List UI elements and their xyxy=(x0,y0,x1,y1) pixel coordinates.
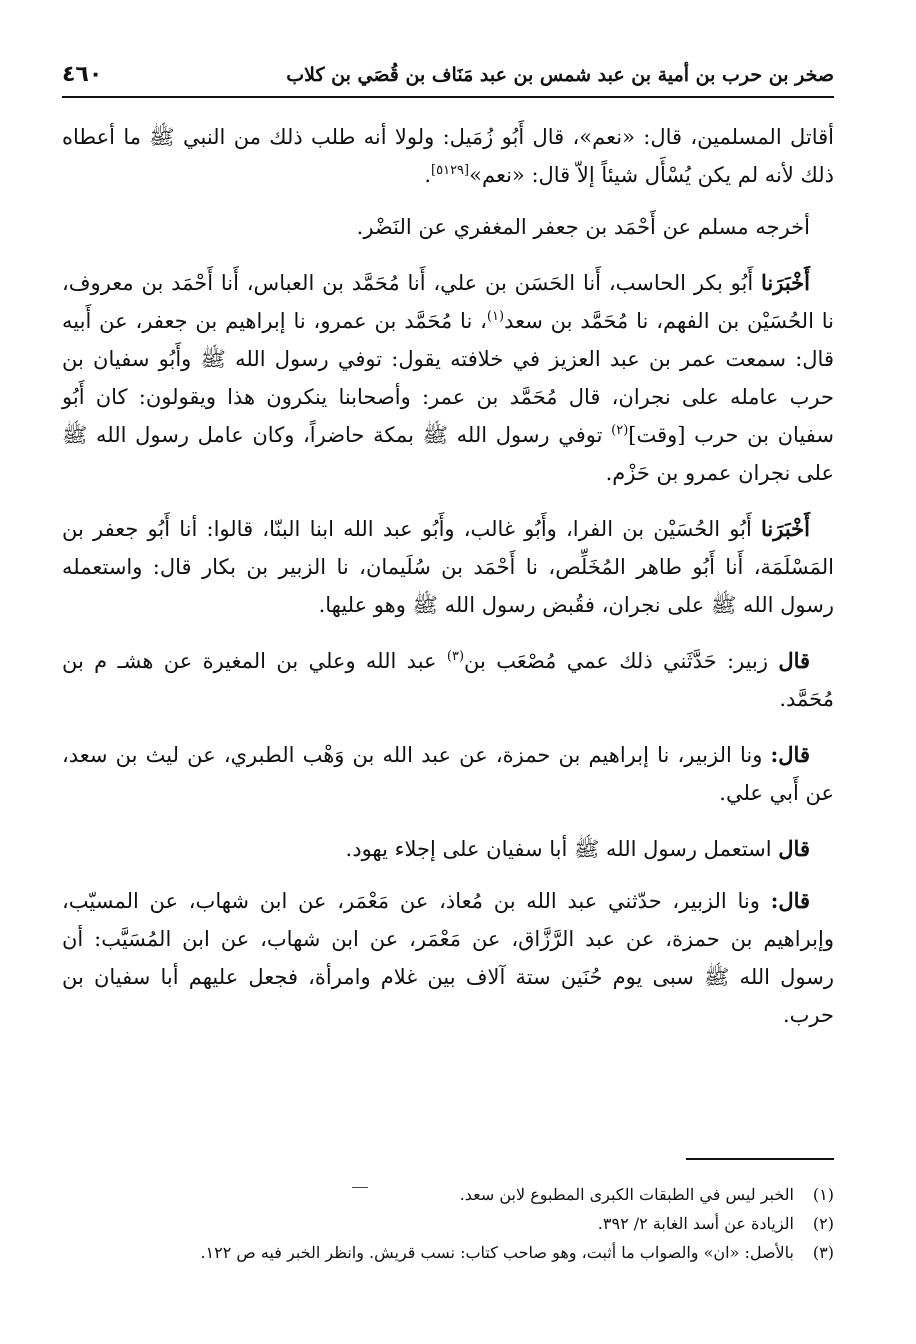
paragraph xyxy=(62,510,834,624)
paragraph-text: أخرجه مسلم عن أَحْمَد بن جعفر المغفري عن النَضْر. xyxy=(356,215,810,239)
running-title: صخر بن حرب بن أمية بن عبد شمس بن عبد مَنَاف بن قُصَي بن كلاب xyxy=(286,64,834,86)
paragraph-tail: ، نا مُحَمَّد بن عمرو، نا إبراهيم بن جعفر، عن أَبيه قال: سمعت عمر بن عبد العزيز في خلافته يقول: توفي رسول الله ﷺ وأَبُو سفيان بن حرب عامله على نجران، قال مُحَمَّد بن عمر: وأصحابنا ينكرون هذا ويقولون: كان أَبُو سفيان بن حرب [وقت] xyxy=(62,309,834,447)
paragraph-tail: . xyxy=(424,163,432,187)
main-text xyxy=(62,118,834,1052)
paragraph xyxy=(62,882,834,1034)
paragraph xyxy=(62,642,834,718)
paragraph-text: ونا الزبير، نا إبراهيم بن حمزة، عن عبد الله بن وَهْب الطبري، عن ليث بن سعد، عن أَبي علي. xyxy=(62,743,834,805)
footnote-number: (١) xyxy=(812,1185,834,1204)
running-header xyxy=(62,62,834,98)
paragraph-text: ونا الزبير، حدّثني عبد الله بن مُعاذ، عن مَعْمَر، عن ابن شهاب، عن المسيّب، وإبراهيم بن حمزة، عن عبد الرَّزَّاق، عن مَعْمَر، عن ابن شهاب، عن ابن المُسَيَّب: أن رسول الله ﷺ سبى يوم حُنَين ستة آلاف بين غلام وامرأة، فجعل عليهم أبا سفيان بن حرب. xyxy=(62,889,834,1027)
footnotes xyxy=(62,1180,834,1267)
paragraph xyxy=(62,208,834,246)
paragraph-lead: قال: xyxy=(770,742,810,767)
footnote-number: (٣) xyxy=(812,1243,834,1262)
footnote-separator xyxy=(686,1158,834,1160)
paragraph-lead: أَخْبَرَنا xyxy=(761,270,810,295)
note-ref: (٢) xyxy=(611,423,629,438)
paragraph-lead: أَخْبَرَنا xyxy=(761,516,810,541)
footnote xyxy=(62,1209,834,1238)
footnote-text: بالأصل: «ان» والصواب ما أثبت، وهو صاحب كتاب: نسب قريش. وانظر الخبر فيه ص ١٢٢. xyxy=(200,1243,794,1262)
footnote-number: (٢) xyxy=(812,1214,834,1233)
paragraph-text: أقاتل المسلمين، قال: «نعم»، قال أَبُو زُمَيل: ولولا أنه طلب ذلك من النبي ﷺ ما أعطاه ذلك لأنه لم يكن يُسْأَل شيئاً إلاّ قال: «نعم» xyxy=(62,125,834,187)
page-number: ٤٦٠ xyxy=(62,62,103,87)
paragraph-text: أَبُو بكر الحاسب، أَنا الحَسَن بن علي، أَنا مُحَمَّد بن العباس، أَنا أَحْمَد بن معروف، نا الحُسَيْن بن الفهم، نا مُحَمَّد بن سعد xyxy=(62,271,834,333)
note-ref: (٣) xyxy=(446,649,465,664)
footnote-text: الخبر ليس في الطبقات الكبرى المطبوع لابن سعد. xyxy=(459,1185,794,1204)
paragraph-text: زبير: حَدَّثَني ذلك عمي مُصْعَب بن xyxy=(464,649,768,673)
note-ref: (١) xyxy=(486,309,505,324)
footnote xyxy=(62,1180,834,1209)
note-ref: [٥١٢٩] xyxy=(431,163,470,178)
paragraph-lead: قال xyxy=(778,836,810,861)
paragraph-tail: عبد الله وعلي بن المغيرة عن هشـ م بن مُحَمَّد. xyxy=(62,649,834,711)
paragraph-lead: قال xyxy=(778,648,811,673)
paragraph-text: أَبُو الحُسَيْن بن الفرا، وأَبُو غالب، وأَبُو عبد الله ابنا البنّا، قالوا: أنا أَبُو جعفر بن المَسْلَمَة، أَنا أَبُو طاهر المُخَلِّص، نا أَحْمَد بن سُلَيمان، نا الزبير بن بكار قال: واستعمله رسول الله ﷺ على نجران، فقُبض رسول الله ﷺ وهو عليها. xyxy=(62,517,834,617)
paragraph-tail: توفي رسول الله ﷺ بمكة حاضراً، وكان عامل رسول الله ﷺ على نجران عمرو بن حَزْم. xyxy=(62,423,834,485)
paragraph xyxy=(62,830,834,868)
paragraph xyxy=(62,264,834,492)
paragraph-text: استعمل رسول الله ﷺ أبا سفيان على إجلاء يهود. xyxy=(345,837,772,861)
paragraph-lead: قال: xyxy=(770,888,811,913)
footnote-text: الزيادة عن أسد الغابة ٢/ ٣٩٢. xyxy=(597,1214,794,1233)
paragraph xyxy=(62,736,834,812)
paragraph xyxy=(62,118,834,194)
footnote xyxy=(62,1238,834,1267)
